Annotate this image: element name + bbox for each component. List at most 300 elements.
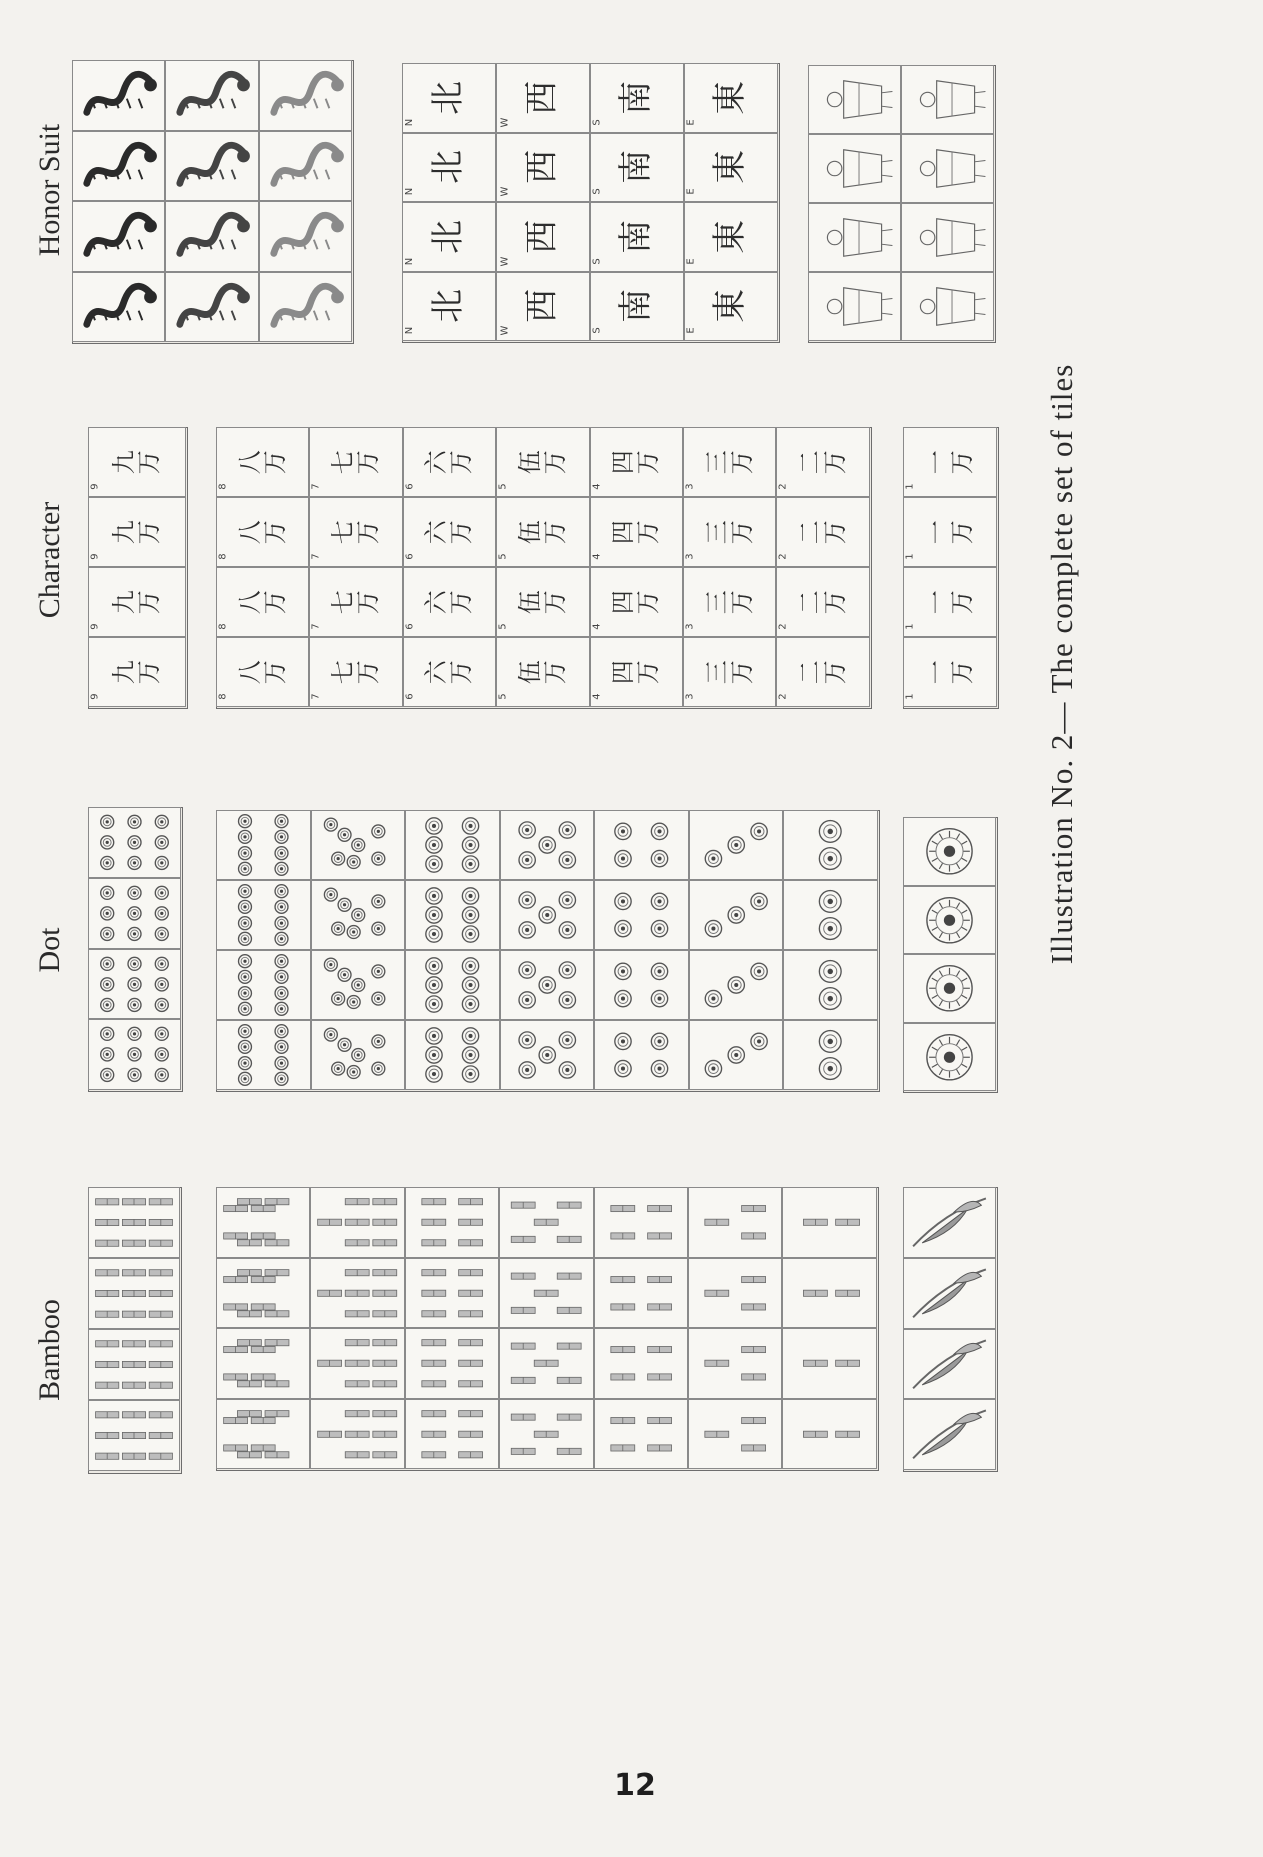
wind-tile: [590, 63, 684, 133]
circle-dot-icon: [690, 951, 783, 1019]
tile-index-mark: S: [591, 327, 603, 334]
dot-tile: [311, 880, 406, 950]
dragon-tile: [165, 201, 258, 272]
wind-tile: [684, 63, 778, 133]
bamboo-tile: [216, 1187, 310, 1258]
tile-glyph: 東: [710, 219, 751, 254]
flower-tile: [901, 272, 994, 341]
bamboo-stick-icon: [595, 1329, 687, 1398]
figure-icon: [809, 204, 900, 271]
wind-tile: [590, 272, 684, 342]
character-tile: [496, 427, 589, 497]
dragon-tile: [165, 272, 258, 343]
character-suit-label: Character: [33, 501, 66, 619]
bamboo-tile: [88, 1329, 180, 1400]
tile-glyph: 三 万: [702, 590, 756, 614]
bird-icon: [904, 1188, 995, 1257]
dragon-icon: [260, 202, 351, 271]
tile-glyph: 九 万: [109, 450, 163, 474]
dragon-tile: [72, 201, 165, 272]
tile-index-mark: 1: [904, 693, 916, 700]
tile-index-mark: 4: [591, 623, 603, 630]
circle-dot-icon: [595, 951, 688, 1019]
bamboo-stick-icon: [217, 1259, 309, 1328]
dot-tile: [689, 880, 784, 950]
circle-dot-icon: [312, 951, 405, 1019]
tile-glyph: 一 万: [922, 450, 976, 474]
bamboo-stick-icon: [595, 1259, 687, 1328]
circle-dot-icon: [501, 951, 594, 1019]
circle-dot-icon: [89, 879, 180, 948]
bamboo-tile: [216, 1258, 310, 1329]
circle-dot-icon: [217, 811, 310, 879]
tile-index-mark: 6: [404, 693, 416, 700]
character-tile: [88, 427, 186, 497]
dot-tile: [500, 810, 595, 880]
bamboo-tile: [88, 1400, 180, 1471]
dragon-icon: [73, 61, 164, 130]
tile-glyph: 六 万: [422, 520, 476, 544]
tile-glyph: 西: [522, 289, 563, 324]
tile-glyph: 二 万: [795, 520, 850, 544]
tile-index-mark: 6: [404, 483, 416, 490]
dragon-tile: [259, 131, 352, 202]
tile-glyph: 七 万: [328, 590, 383, 614]
dot-tile: [594, 950, 689, 1020]
dragon-icon: [166, 273, 257, 342]
tile-index-mark: 2: [778, 483, 790, 490]
dot-tile: [216, 1020, 311, 1090]
tile-glyph: 八 万: [235, 520, 289, 544]
dragon-icon: [260, 61, 351, 130]
bamboo-stick-icon: [311, 1400, 403, 1469]
tile-index-mark: 7: [311, 483, 323, 490]
character-tile: [903, 567, 997, 637]
tile-index-mark: 3: [684, 553, 696, 560]
dot-tile: [783, 810, 878, 880]
bamboo-tile: [594, 1187, 688, 1258]
bird-icon: [904, 1400, 995, 1469]
circle-dot-icon: [501, 1021, 594, 1089]
wind-tile: [684, 272, 778, 342]
tile-index-mark: W: [499, 325, 511, 336]
bamboo-stick-icon: [783, 1329, 875, 1398]
character-tile: [590, 567, 683, 637]
flower-tile: [808, 272, 901, 341]
tile-index-mark: W: [499, 256, 511, 266]
dot-tile: [216, 810, 311, 880]
bamboo-stick-icon: [783, 1188, 875, 1257]
dot-tile: [88, 1019, 181, 1090]
character-tile: [776, 567, 869, 637]
figure-icon: [902, 273, 993, 340]
tile-glyph: 西: [522, 150, 563, 185]
tile-index-mark: 8: [217, 693, 229, 700]
circle-dot-icon: [312, 811, 405, 879]
dot-tile: [500, 1020, 595, 1090]
tile-index-mark: N: [404, 187, 416, 196]
wind-tile: [496, 133, 590, 203]
circle-dot-icon: [784, 951, 877, 1019]
character-tile: [590, 637, 683, 707]
tile-glyph: 北: [428, 289, 469, 324]
dot-tile: [88, 807, 181, 878]
tile-index-mark: E: [685, 118, 697, 126]
tile-index-mark: 7: [311, 693, 323, 700]
tile-index-mark: S: [591, 118, 603, 126]
circle-dot-icon: [784, 811, 877, 879]
tile-index-mark: N: [404, 326, 416, 335]
bamboo-tile: [499, 1399, 593, 1470]
tile-index-mark: 4: [591, 553, 603, 560]
figure-icon: [902, 204, 993, 271]
character-tile: [88, 497, 186, 567]
tile-glyph: 六 万: [422, 590, 476, 614]
circle-dot-icon: [312, 1021, 405, 1089]
tile-glyph: 二 万: [795, 660, 850, 684]
tile-glyph: 四 万: [609, 660, 663, 684]
circle-dot-icon: [595, 881, 688, 949]
circle-dot-icon: [501, 811, 594, 879]
tile-index-mark: 5: [497, 483, 509, 490]
bamboo-tile: [688, 1258, 782, 1329]
character-tile: [903, 497, 997, 567]
dot-tile: [311, 1020, 406, 1090]
tile-glyph: 一 万: [922, 660, 976, 684]
tile-index-mark: 2: [778, 553, 790, 560]
bamboo-stick-icon: [406, 1329, 498, 1398]
dot-tile: [88, 878, 181, 949]
bamboo-tile: [594, 1328, 688, 1399]
circle-dot-icon: [406, 1021, 499, 1089]
character-tile: [903, 637, 997, 707]
character-tile: [903, 427, 997, 497]
tile-glyph: 西: [522, 219, 563, 254]
bamboo-tile: [405, 1399, 499, 1470]
bamboo-tile: [782, 1399, 876, 1470]
character-tile: [776, 497, 869, 567]
bamboo-stick-icon: [689, 1400, 781, 1469]
character-tile: [683, 637, 776, 707]
tile-glyph: 四 万: [609, 590, 663, 614]
tile-glyph: 東: [710, 80, 751, 115]
bamboo-stick-icon: [89, 1259, 179, 1328]
circle-dot-icon: [690, 881, 783, 949]
character-tile: [309, 637, 402, 707]
bamboo-bird-tile: [903, 1187, 996, 1258]
tile-glyph: 九 万: [109, 590, 163, 614]
dragon-tile: [72, 131, 165, 202]
tile-glyph: 四 万: [609, 450, 663, 474]
circle-dot-icon: [784, 1021, 877, 1089]
tile-index-mark: N: [404, 257, 416, 265]
bamboo-tile: [594, 1258, 688, 1329]
tile-glyph: 北: [428, 80, 469, 115]
dot-tile: [88, 949, 181, 1020]
dragon-icon: [260, 273, 351, 342]
dragon-icon: [166, 202, 257, 271]
circle-dot-icon: [406, 881, 499, 949]
dragon-icon: [73, 202, 164, 271]
circle-dot-icon: [690, 811, 783, 879]
dot-tile: [783, 950, 878, 1020]
dragon-tile: [165, 60, 258, 131]
tile-index-mark: 9: [89, 483, 101, 490]
dot-tile: [783, 1020, 878, 1090]
wind-tile: [402, 202, 496, 272]
tile-glyph: 三 万: [702, 450, 756, 474]
dot-tile: [689, 810, 784, 880]
tile-index-mark: 9: [89, 623, 101, 630]
circle-dot-icon: [595, 1021, 688, 1089]
character-tile: [776, 427, 869, 497]
bamboo-stick-icon: [217, 1329, 309, 1398]
tile-glyph: 伍 万: [515, 520, 569, 544]
tile-index-mark: 1: [904, 483, 916, 490]
wind-tile: [402, 63, 496, 133]
tile-glyph: 九 万: [109, 520, 163, 544]
tile-index-mark: 7: [311, 553, 323, 560]
character-tile: [590, 497, 683, 567]
tile-index-mark: 5: [497, 553, 509, 560]
bamboo-tile: [499, 1187, 593, 1258]
character-tile: [496, 637, 589, 707]
bamboo-tile: [782, 1328, 876, 1399]
tile-index-mark: 5: [497, 693, 509, 700]
bamboo-tile: [405, 1258, 499, 1329]
dot-tile: [216, 880, 311, 950]
tile-glyph: 七 万: [328, 660, 383, 684]
bamboo-stick-icon: [406, 1400, 498, 1469]
figure-icon: [902, 135, 993, 202]
character-tile: [309, 567, 402, 637]
bamboo-tile: [310, 1328, 404, 1399]
tile-glyph: 二 万: [795, 450, 850, 474]
dot-tile: [311, 950, 406, 1020]
bamboo-stick-icon: [689, 1259, 781, 1328]
character-tile: [776, 637, 869, 707]
character-tile: [309, 497, 402, 567]
wind-tile: [402, 272, 496, 342]
tile-glyph: 九 万: [109, 660, 163, 684]
dragon-tile: [259, 272, 352, 343]
bamboo-tile: [688, 1399, 782, 1470]
dragon-tile: [72, 60, 165, 131]
tile-glyph: 七 万: [328, 520, 383, 544]
tile-glyph: 伍 万: [515, 660, 569, 684]
tile-index-mark: 9: [89, 693, 101, 700]
wind-tile: [496, 63, 590, 133]
tile-glyph: 四 万: [609, 520, 663, 544]
dot-suit-label: Dot: [33, 927, 66, 973]
wind-tile: [402, 133, 496, 203]
tile-glyph: 六 万: [422, 660, 476, 684]
character-tile: [309, 427, 402, 497]
bamboo-tile: [310, 1258, 404, 1329]
bamboo-tile: [594, 1399, 688, 1470]
bamboo-stick-icon: [783, 1400, 875, 1469]
honor-suit-label: Honor Suit: [33, 123, 66, 257]
circle-dot-icon: [406, 951, 499, 1019]
dot-tile: [500, 880, 595, 950]
tile-glyph: 東: [710, 289, 751, 324]
character-tile: [88, 637, 186, 707]
figure-icon: [809, 273, 900, 340]
bamboo-bird-tile: [903, 1329, 996, 1400]
tile-index-mark: 1: [904, 553, 916, 560]
bamboo-tile: [88, 1258, 180, 1329]
dot-tile: [903, 1023, 996, 1092]
flower-tile: [901, 203, 994, 272]
circle-dot-icon: [89, 808, 180, 877]
tile-index-mark: 4: [591, 483, 603, 490]
character-tile: [683, 497, 776, 567]
bamboo-bird-tile: [903, 1399, 996, 1470]
tile-index-mark: 2: [778, 693, 790, 700]
dragon-icon: [73, 273, 164, 342]
tile-glyph: 一 万: [922, 590, 976, 614]
tile-index-mark: 5: [497, 623, 509, 630]
bamboo-stick-icon: [689, 1329, 781, 1398]
dot-tile: [594, 1020, 689, 1090]
dot-tile: [903, 954, 996, 1023]
circle-dot-icon: [217, 881, 310, 949]
bamboo-stick-icon: [500, 1329, 592, 1398]
bamboo-stick-icon: [500, 1188, 592, 1257]
character-tile: [403, 497, 496, 567]
bamboo-stick-icon: [311, 1259, 403, 1328]
bamboo-tile: [310, 1399, 404, 1470]
tile-glyph: 伍 万: [515, 450, 569, 474]
circle-dot-icon: [904, 955, 995, 1022]
tile-index-mark: 9: [89, 553, 101, 560]
bamboo-tile: [782, 1258, 876, 1329]
wind-tile: [684, 133, 778, 203]
tile-glyph: 六 万: [422, 450, 476, 474]
dragon-tile: [259, 60, 352, 131]
tile-glyph: 八 万: [235, 590, 289, 614]
bamboo-stick-icon: [689, 1188, 781, 1257]
dot-tile: [689, 950, 784, 1020]
bird-icon: [904, 1259, 995, 1328]
wind-tile: [590, 202, 684, 272]
circle-dot-icon: [904, 1024, 995, 1091]
bird-icon: [904, 1330, 995, 1399]
dot-tile: [500, 950, 595, 1020]
tile-glyph: 南: [616, 80, 657, 115]
wind-tile: [590, 133, 684, 203]
bamboo-suit-label: Bamboo: [33, 1299, 66, 1401]
dragon-icon: [73, 132, 164, 201]
tile-index-mark: W: [499, 186, 511, 197]
bamboo-stick-icon: [89, 1330, 179, 1399]
tile-glyph: 北: [428, 219, 469, 254]
tile-glyph: 南: [616, 150, 657, 185]
bamboo-stick-icon: [406, 1259, 498, 1328]
page-number: 12: [614, 1768, 656, 1803]
tile-index-mark: 8: [217, 483, 229, 490]
dot-tile: [689, 1020, 784, 1090]
tile-index-mark: 3: [684, 693, 696, 700]
tile-glyph: 七 万: [328, 450, 383, 474]
character-tile: [216, 427, 309, 497]
bamboo-tile: [782, 1187, 876, 1258]
circle-dot-icon: [904, 887, 995, 954]
bamboo-stick-icon: [406, 1188, 498, 1257]
dot-tile: [594, 810, 689, 880]
bamboo-stick-icon: [595, 1188, 687, 1257]
dragon-icon: [260, 132, 351, 201]
dot-tile: [405, 880, 500, 950]
dot-tile: [903, 886, 996, 955]
character-tile: [216, 567, 309, 637]
circle-dot-icon: [217, 1021, 310, 1089]
tile-index-mark: 6: [404, 623, 416, 630]
tile-index-mark: 2: [778, 623, 790, 630]
dot-tile: [311, 810, 406, 880]
figure-icon: [809, 135, 900, 202]
bamboo-stick-icon: [783, 1259, 875, 1328]
bamboo-tile: [216, 1399, 310, 1470]
circle-dot-icon: [595, 811, 688, 879]
bamboo-bird-tile: [903, 1258, 996, 1329]
tile-index-mark: 3: [684, 623, 696, 630]
bamboo-tile: [499, 1328, 593, 1399]
character-tile: [216, 497, 309, 567]
bamboo-tile: [688, 1187, 782, 1258]
bamboo-stick-icon: [217, 1400, 309, 1469]
dragon-icon: [166, 132, 257, 201]
character-tile: [88, 567, 186, 637]
dot-tile: [903, 817, 996, 886]
circle-dot-icon: [784, 881, 877, 949]
character-tile: [590, 427, 683, 497]
tile-glyph: 三 万: [702, 520, 756, 544]
bamboo-tile: [216, 1328, 310, 1399]
bamboo-tile: [499, 1258, 593, 1329]
bamboo-stick-icon: [89, 1188, 179, 1257]
dot-tile: [594, 880, 689, 950]
tile-index-mark: 4: [591, 693, 603, 700]
wind-tile: [684, 202, 778, 272]
tile-index-mark: 8: [217, 553, 229, 560]
circle-dot-icon: [904, 818, 995, 885]
tile-index-mark: S: [591, 188, 603, 195]
tile-glyph: 一 万: [922, 520, 976, 544]
tile-glyph: 南: [616, 289, 657, 324]
tile-glyph: 東: [710, 150, 751, 185]
dot-tile: [405, 810, 500, 880]
tile-index-mark: E: [685, 327, 697, 334]
tile-glyph: 南: [616, 219, 657, 254]
circle-dot-icon: [89, 950, 180, 1019]
tile-index-mark: 6: [404, 553, 416, 560]
flower-tile: [808, 203, 901, 272]
bamboo-tile: [405, 1328, 499, 1399]
bamboo-tile: [688, 1328, 782, 1399]
tile-index-mark: S: [591, 257, 603, 265]
bamboo-tile: [88, 1187, 180, 1258]
bamboo-stick-icon: [311, 1188, 403, 1257]
circle-dot-icon: [312, 881, 405, 949]
figure-icon: [809, 66, 900, 133]
tile-glyph: 八 万: [235, 450, 289, 474]
circle-dot-icon: [406, 811, 499, 879]
bamboo-tile: [405, 1187, 499, 1258]
circle-dot-icon: [217, 951, 310, 1019]
illustration-caption: Illustration No. 2— The complete set of tiles: [1044, 363, 1079, 965]
tile-index-mark: 8: [217, 623, 229, 630]
